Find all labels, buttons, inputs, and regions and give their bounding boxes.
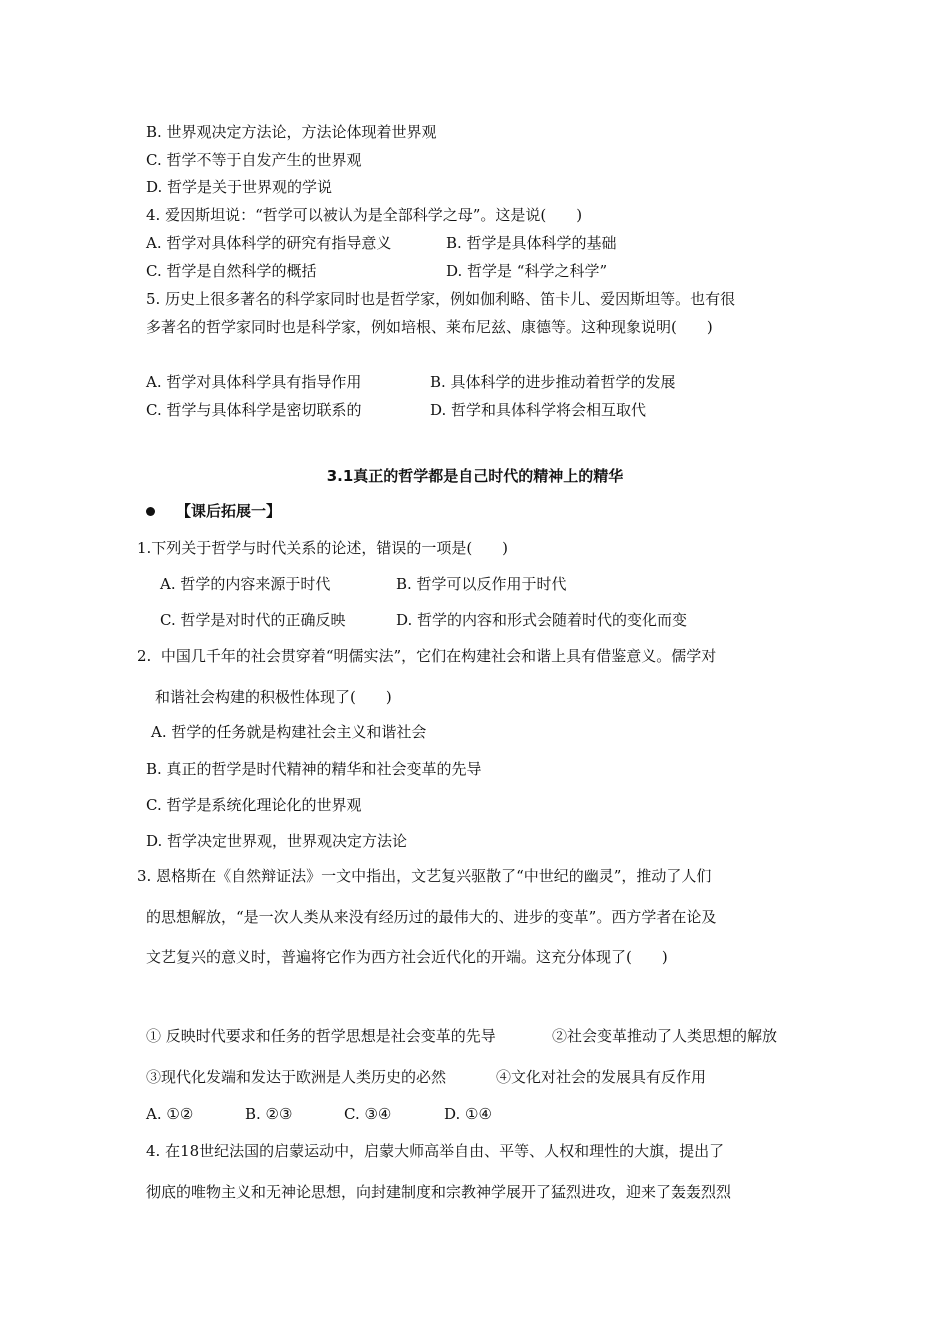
q3-option-d: D. ①④	[444, 1105, 492, 1123]
q1-option-d: D. 哲学的内容和形式会随着时代的变化而变	[396, 611, 688, 629]
prev-q5-stem-line-1: 5. 历史上很多著名的科学家同时也是哲学家，例如伽利略、笛卡儿、爱因斯坦等。也有很	[146, 290, 736, 308]
prev-q4-option-d: D. 哲学是 “科学之科学”	[446, 262, 608, 280]
prev-q4-option-a: A. 哲学对具体科学的研究有指导意义	[146, 234, 392, 252]
prev-q5-option-a: A. 哲学对具体科学具有指导作用	[146, 373, 362, 391]
q3-item-1: ① 反映时代要求和任务的哲学思想是社会变革的先导	[146, 1027, 496, 1045]
q3-option-a: A. ①②	[146, 1105, 194, 1123]
q3-item-3: ③现代化发端和发达于欧洲是人类历史的必然	[146, 1068, 447, 1086]
section-subheading: 【课后拓展一】	[176, 502, 282, 520]
q3-stem-line-2: 的思想解放，“是一次人类从来没有经历过的最伟大的、进步的变革”。西方学者在论及	[146, 908, 717, 926]
q3-option-c: C. ③④	[344, 1105, 392, 1123]
q2-stem-line-1: 2. 中国几千年的社会贯穿着“明儒实法”，它们在构建社会和谐上具有借鉴意义。儒学对	[137, 647, 717, 665]
prev-q3-option-d: D. 哲学是关于世界观的学说	[146, 178, 333, 196]
q1-option-c: C. 哲学是对时代的正确反映	[160, 611, 346, 629]
q3-item-4: ④文化对社会的发展具有反作用	[496, 1068, 707, 1086]
q4-stem-line-2: 彻底的唯物主义和无神论思想，向封建制度和宗教神学展开了猛烈进攻，迎来了轰轰烈烈	[146, 1183, 732, 1201]
q2-option-c: C. 哲学是系统化理论化的世界观	[146, 796, 362, 814]
prev-q5-option-b: B. 具体科学的进步推动着哲学的发展	[430, 373, 676, 391]
q4-stem-line-1: 4. 在18世纪法国的启蒙运动中，启蒙大师高举自由、平等、人权和理性的大旗，提出了	[146, 1142, 725, 1160]
prev-q4-option-c: C. 哲学是自然科学的概括	[146, 262, 317, 280]
q3-stem-line-1: 3. 恩格斯在《自然辩证法》一文中指出，文艺复兴驱散了“中世纪的幽灵”，推动了人们	[137, 867, 712, 885]
prev-q4-option-b: B. 哲学是具体科学的基础	[446, 234, 617, 252]
prev-q3-option-c: C. 哲学不等于自发产生的世界观	[146, 151, 362, 169]
q2-option-a: A. 哲学的任务就是构建社会主义和谐社会	[151, 723, 427, 741]
prev-q3-option-b: B. 世界观决定方法论，方法论体现着世界观	[146, 123, 437, 141]
prev-q5-stem-line-2: 多著名的哲学家同时也是科学家，例如培根、莱布尼兹、康德等。这种现象说明( )	[146, 318, 713, 336]
q1-option-a: A. 哲学的内容来源于时代	[160, 575, 331, 593]
q2-stem-line-2: 和谐社会构建的积极性体现了( )	[155, 688, 392, 706]
q3-stem-line-3: 文艺复兴的意义时，普遍将它作为西方社会近代化的开端。这充分体现了( )	[146, 948, 668, 966]
q2-option-d: D. 哲学决定世界观，世界观决定方法论	[146, 832, 408, 850]
q3-option-b: B. ②③	[245, 1105, 293, 1123]
prev-q5-option-d: D. 哲学和具体科学将会相互取代	[430, 401, 647, 419]
prev-q4-stem: 4. 爱因斯坦说：“哲学可以被认为是全部科学之母”。这是说( )	[146, 206, 583, 224]
q3-item-2: ②社会变革推动了人类思想的解放	[552, 1027, 778, 1045]
q1-option-b: B. 哲学可以反作用于时代	[396, 575, 567, 593]
bullet-icon	[146, 507, 155, 516]
q1-stem: 1.下列关于哲学与时代关系的论述，错误的一项是( )	[137, 539, 509, 557]
prev-q5-option-c: C. 哲学与具体科学是密切联系的	[146, 401, 362, 419]
section-title: 3.1真正的哲学都是自己时代的精神上的精华	[326, 467, 624, 485]
q2-option-b: B. 真正的哲学是时代精神的精华和社会变革的先导	[146, 760, 482, 778]
